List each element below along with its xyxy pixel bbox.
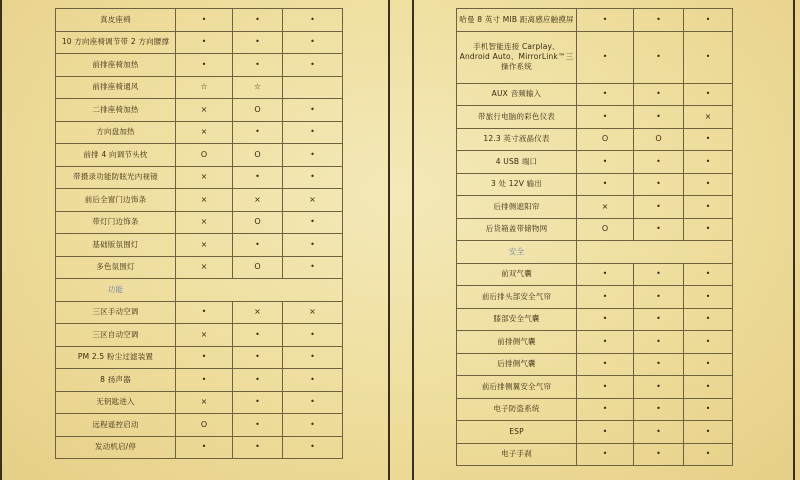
feature-label: 带摄录功能防眩光内视镜 xyxy=(56,166,176,189)
section-spacer xyxy=(577,241,733,264)
feature-label: PM 2.5 粉尘过滤装置 xyxy=(56,346,176,369)
left-page-edge xyxy=(0,0,2,480)
left-spec-table xyxy=(55,8,343,459)
trim-mark-cell: O xyxy=(233,99,283,122)
feature-label: 电子手刹 xyxy=(457,443,577,466)
feature-label: 哈曼 8 英寸 MIB 距离感应触摸屏 xyxy=(457,9,577,32)
trim-mark-cell: • xyxy=(176,54,233,77)
trim-mark-cell: • xyxy=(577,353,634,376)
trim-mark-cell: • xyxy=(283,391,343,414)
feature-label: 发动机启/停 xyxy=(56,436,176,459)
trim-mark-cell: • xyxy=(634,376,684,399)
spec-row xyxy=(457,263,733,286)
feature-label: 后排侧气囊 xyxy=(457,353,577,376)
feature-label: 基础版氛围灯 xyxy=(56,234,176,257)
spec-row xyxy=(457,173,733,196)
spec-row xyxy=(457,308,733,331)
trim-mark-cell: × xyxy=(176,99,233,122)
trim-mark-cell: • xyxy=(634,151,684,174)
feature-label: 无钥匙进入 xyxy=(56,391,176,414)
trim-mark-cell: • xyxy=(577,31,634,83)
trim-mark-cell: O xyxy=(233,256,283,279)
section-label: 安全 xyxy=(457,241,577,264)
feature-label: ESP xyxy=(457,421,577,444)
trim-mark-cell: • xyxy=(577,331,634,354)
spec-row xyxy=(56,414,343,437)
trim-mark-cell: × xyxy=(176,324,233,347)
trim-mark-cell: O xyxy=(577,218,634,241)
trim-mark-cell: • xyxy=(176,31,233,54)
feature-label: 手机智能连接 Carplay、Android Auto、MirrorLink™三操作系统 xyxy=(457,31,577,83)
trim-mark-cell: • xyxy=(634,286,684,309)
trim-mark-cell: × xyxy=(684,106,733,129)
trim-mark-cell: O xyxy=(577,128,634,151)
trim-mark-cell: • xyxy=(283,369,343,392)
feature-label: 真皮座椅 xyxy=(56,9,176,32)
trim-mark-cell: • xyxy=(684,376,733,399)
trim-mark-cell: • xyxy=(233,414,283,437)
spec-row xyxy=(457,398,733,421)
trim-mark-cell: • xyxy=(634,331,684,354)
feature-label: 8 扬声器 xyxy=(56,369,176,392)
trim-mark-cell: • xyxy=(283,436,343,459)
spec-row xyxy=(56,369,343,392)
feature-label: 后排侧遮阳帘 xyxy=(457,196,577,219)
trim-mark-cell: × xyxy=(577,196,634,219)
spec-row xyxy=(457,151,733,174)
trim-mark-cell: • xyxy=(684,128,733,151)
trim-mark-cell: × xyxy=(283,301,343,324)
right-spec-table xyxy=(456,8,733,466)
spec-row xyxy=(56,144,343,167)
feature-label: 前排座椅加热 xyxy=(56,54,176,77)
spec-row xyxy=(457,196,733,219)
spec-row xyxy=(56,436,343,459)
trim-mark-cell: • xyxy=(634,218,684,241)
spec-row xyxy=(56,301,343,324)
trim-mark-cell: × xyxy=(176,234,233,257)
feature-label: 4 USB 端口 xyxy=(457,151,577,174)
trim-mark-cell: • xyxy=(283,234,343,257)
spec-row xyxy=(56,234,343,257)
trim-mark-cell: • xyxy=(577,398,634,421)
feature-label: 二排座椅加热 xyxy=(56,99,176,122)
spine-left xyxy=(388,0,390,480)
trim-mark-cell: • xyxy=(233,31,283,54)
trim-mark-cell: × xyxy=(176,391,233,414)
trim-mark-cell: • xyxy=(634,196,684,219)
trim-mark-cell: × xyxy=(233,189,283,212)
trim-mark-cell: • xyxy=(283,99,343,122)
spec-row xyxy=(457,9,733,32)
trim-mark-cell: • xyxy=(634,443,684,466)
feature-label: 远程遥控启动 xyxy=(56,414,176,437)
feature-label: 带灯门边饰条 xyxy=(56,211,176,234)
feature-label: 3 处 12V 输出 xyxy=(457,173,577,196)
trim-mark-cell: • xyxy=(176,301,233,324)
spec-row xyxy=(457,331,733,354)
trim-mark-cell: • xyxy=(684,308,733,331)
section-row xyxy=(56,279,343,302)
trim-mark-cell: • xyxy=(283,346,343,369)
trim-mark-cell: • xyxy=(634,106,684,129)
trim-mark-cell: • xyxy=(283,121,343,144)
trim-mark-cell: • xyxy=(684,31,733,83)
trim-mark-cell: • xyxy=(577,106,634,129)
trim-mark-cell: • xyxy=(176,436,233,459)
trim-mark-cell: • xyxy=(577,308,634,331)
feature-label: 前排座椅通风 xyxy=(56,76,176,99)
trim-mark-cell: • xyxy=(233,324,283,347)
trim-mark-cell: • xyxy=(577,443,634,466)
trim-mark-cell: × xyxy=(283,189,343,212)
trim-mark-cell: × xyxy=(176,166,233,189)
feature-label: 前后全窗门边饰条 xyxy=(56,189,176,212)
trim-mark-cell: • xyxy=(233,369,283,392)
trim-mark-cell: × xyxy=(233,301,283,324)
trim-mark-cell: × xyxy=(176,121,233,144)
trim-mark-cell: • xyxy=(684,286,733,309)
spec-row xyxy=(457,353,733,376)
trim-mark-cell: • xyxy=(283,9,343,32)
trim-mark-cell: O xyxy=(233,144,283,167)
trim-mark-cell: • xyxy=(577,286,634,309)
feature-label: 前后排头部安全气帘 xyxy=(457,286,577,309)
trim-mark-cell: • xyxy=(684,263,733,286)
trim-mark-cell: • xyxy=(684,196,733,219)
spec-row xyxy=(457,286,733,309)
trim-mark-cell: • xyxy=(176,346,233,369)
section-row xyxy=(457,241,733,264)
trim-mark-cell: • xyxy=(577,173,634,196)
feature-label: 三区手动空调 xyxy=(56,301,176,324)
trim-mark-cell: • xyxy=(283,211,343,234)
trim-mark-cell: • xyxy=(684,173,733,196)
trim-mark-cell: • xyxy=(634,421,684,444)
spec-row xyxy=(457,31,733,83)
feature-label: 前排侧气囊 xyxy=(457,331,577,354)
trim-mark-cell: • xyxy=(233,121,283,144)
feature-label: AUX 音频输入 xyxy=(457,83,577,106)
trim-mark-cell: • xyxy=(684,218,733,241)
trim-mark-cell: O xyxy=(233,211,283,234)
trim-mark-cell: • xyxy=(233,234,283,257)
spec-row xyxy=(457,376,733,399)
feature-label: 电子防盗系统 xyxy=(457,398,577,421)
spec-row xyxy=(56,121,343,144)
right-page-edge xyxy=(793,0,795,480)
feature-label: 后货箱盖带储物网 xyxy=(457,218,577,241)
trim-mark-cell: • xyxy=(176,369,233,392)
trim-mark-cell: • xyxy=(634,398,684,421)
spec-row xyxy=(457,83,733,106)
feature-label: 12.3 英寸液晶仪表 xyxy=(457,128,577,151)
spec-row xyxy=(56,99,343,122)
trim-mark-cell: • xyxy=(577,83,634,106)
trim-mark-cell: • xyxy=(233,54,283,77)
trim-mark-cell: O xyxy=(176,414,233,437)
trim-mark-cell: • xyxy=(634,31,684,83)
feature-label: 前排 4 向调节头枕 xyxy=(56,144,176,167)
trim-mark-cell: • xyxy=(684,421,733,444)
feature-label: 前双气囊 xyxy=(457,263,577,286)
trim-mark-cell: • xyxy=(634,353,684,376)
trim-mark-cell: × xyxy=(176,256,233,279)
trim-mark-cell: • xyxy=(684,83,733,106)
trim-mark-cell: • xyxy=(283,54,343,77)
trim-mark-cell: O xyxy=(634,128,684,151)
trim-mark-cell: • xyxy=(577,376,634,399)
feature-label: 前后排侧翼安全气帘 xyxy=(457,376,577,399)
trim-mark-cell: ☆ xyxy=(233,76,283,99)
trim-mark-cell: • xyxy=(283,414,343,437)
trim-mark-cell: • xyxy=(283,166,343,189)
spec-row xyxy=(56,189,343,212)
spec-row xyxy=(457,218,733,241)
trim-mark-cell: • xyxy=(634,173,684,196)
trim-mark-cell: • xyxy=(634,308,684,331)
spec-row xyxy=(457,421,733,444)
trim-mark-cell: • xyxy=(634,83,684,106)
trim-mark-cell: • xyxy=(577,421,634,444)
trim-mark-cell: • xyxy=(283,256,343,279)
trim-mark-cell: • xyxy=(577,263,634,286)
trim-mark-cell: • xyxy=(283,324,343,347)
spec-row xyxy=(56,166,343,189)
section-spacer xyxy=(176,279,343,302)
spec-row xyxy=(56,256,343,279)
feature-label: 三区自动空调 xyxy=(56,324,176,347)
feature-label: 多色氛围灯 xyxy=(56,256,176,279)
spec-row xyxy=(56,346,343,369)
trim-mark-cell: • xyxy=(577,9,634,32)
trim-mark-cell xyxy=(283,76,343,99)
trim-mark-cell: • xyxy=(577,151,634,174)
trim-mark-cell: • xyxy=(684,9,733,32)
feature-label: 10 方向座椅调节带 2 方向腰撑 xyxy=(56,31,176,54)
spec-row xyxy=(56,54,343,77)
spec-row xyxy=(56,211,343,234)
spec-row xyxy=(56,391,343,414)
spine-right xyxy=(412,0,414,480)
trim-mark-cell: • xyxy=(233,436,283,459)
spec-row xyxy=(56,76,343,99)
section-label: 功能 xyxy=(56,279,176,302)
trim-mark-cell: • xyxy=(233,346,283,369)
trim-mark-cell: • xyxy=(233,166,283,189)
feature-label: 方向盘加热 xyxy=(56,121,176,144)
spec-row xyxy=(56,9,343,32)
trim-mark-cell: • xyxy=(283,31,343,54)
trim-mark-cell: • xyxy=(283,144,343,167)
trim-mark-cell: • xyxy=(684,331,733,354)
trim-mark-cell: • xyxy=(684,443,733,466)
feature-label: 膝部安全气囊 xyxy=(457,308,577,331)
trim-mark-cell: • xyxy=(684,353,733,376)
trim-mark-cell: × xyxy=(176,189,233,212)
trim-mark-cell: • xyxy=(634,9,684,32)
spec-row xyxy=(56,324,343,347)
trim-mark-cell: ☆ xyxy=(176,76,233,99)
trim-mark-cell: • xyxy=(233,391,283,414)
spec-row xyxy=(457,106,733,129)
spec-row xyxy=(457,128,733,151)
feature-label: 带旅行电脑的彩色仪表 xyxy=(457,106,577,129)
trim-mark-cell: • xyxy=(176,9,233,32)
trim-mark-cell: • xyxy=(634,263,684,286)
spec-row xyxy=(56,31,343,54)
spec-row xyxy=(457,443,733,466)
trim-mark-cell: × xyxy=(176,211,233,234)
trim-mark-cell: • xyxy=(684,398,733,421)
trim-mark-cell: • xyxy=(233,9,283,32)
trim-mark-cell: O xyxy=(176,144,233,167)
trim-mark-cell: • xyxy=(684,151,733,174)
